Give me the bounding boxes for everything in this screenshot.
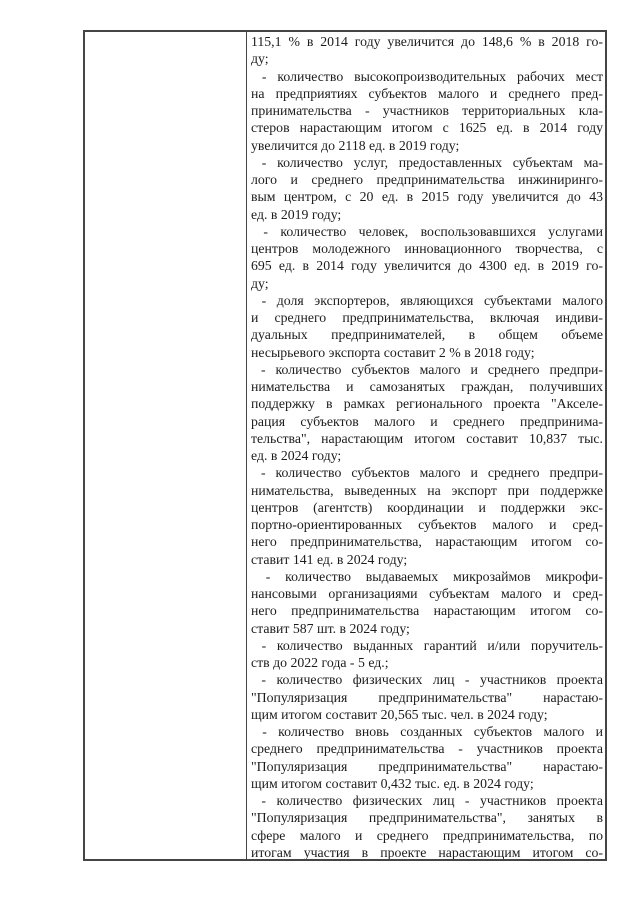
text-line: - количество физических лиц - участников проекта — [251, 672, 603, 688]
text-line: рация субъектов малого и среднего предпринима- — [251, 413, 603, 429]
result-item — [251, 792, 603, 859]
result-item — [251, 292, 603, 361]
text-line: среднего предпринимательства - участников проекта — [251, 741, 603, 757]
text-line: тельства", нарастающим итогом составит 10,837 тыс. — [251, 430, 603, 446]
text-line: щим итогом составит 0,432 тыс. ед. в 2024 году; — [251, 775, 534, 791]
text-line: - количество выдаваемых микрозаймов микрофи- — [251, 568, 603, 584]
text-line: - количество выданных гарантий и/или поручитель- — [251, 637, 603, 653]
text-line: дуальных предпринимателей, в общем объеме — [251, 327, 603, 343]
text-line: вым центром, с 20 ед. в 2015 году увеличится до 43 — [251, 189, 603, 205]
text-line: поддержку в рамках регионального проекта "Акселе- — [251, 396, 603, 412]
result-item — [251, 568, 603, 637]
text-line: увеличится до 2118 ед. в 2019 году; — [251, 137, 460, 153]
table-cell-left — [85, 32, 247, 859]
text-line: на предприятиях субъектов малого и среднего пред- — [251, 85, 603, 101]
text-line: "Популяризация предпринимательства" нарастаю- — [251, 689, 603, 705]
result-item — [251, 671, 603, 723]
text-line: лого и среднего предпринимательства инжиниринго- — [251, 172, 603, 187]
result-item — [251, 223, 603, 292]
result-item — [251, 637, 603, 672]
text-line: ед. в 2019 году; — [251, 206, 342, 222]
text-line: - количество высокопроизводительных рабочих мест — [251, 68, 603, 84]
result-item — [251, 723, 603, 792]
text-line: щим итогом составит 20,565 тыс. чел. в 2024 году; — [251, 706, 548, 722]
text-line: - количество субъектов малого и среднего предпри- — [251, 361, 603, 377]
text-line: центров (агентств) координации и поддержки экс- — [251, 499, 603, 515]
text-line: ду; — [251, 275, 269, 291]
text-line: ед. в 2024 году; — [251, 448, 342, 463]
text-line: ставит 141 ед. в 2024 году; — [251, 551, 408, 567]
text-line: нимательства и самозанятых граждан, получивших — [251, 379, 603, 394]
text-line: портно-ориентированных субъектов малого и сред- — [251, 517, 603, 532]
text-line: стеров нарастающим итогом с 1625 ед. в 2014 году — [251, 120, 603, 136]
text-line: сфере малого и среднего предпринимательства, по — [251, 827, 603, 843]
text-line: "Популяризация предпринимательства" нарастаю- — [251, 758, 603, 774]
text-line: 115,1 % в 2014 году увеличится до 148,6 % в 2018 го- — [251, 34, 603, 49]
text-line: - количество субъектов малого и среднего предпри- — [251, 465, 603, 481]
text-line: принимательства - участников территориальных кла- — [251, 103, 603, 118]
text-line: несырьевого экспорта составит 2 % в 2018 году; — [251, 344, 535, 360]
text-line: него предпринимательства, нарастающим итогом со- — [251, 534, 603, 550]
result-item — [251, 361, 603, 465]
text-line: и среднего предпринимательства, включая индиви- — [251, 310, 603, 325]
text-line: - количество человек, воспользовавшихся услугами — [251, 223, 603, 239]
result-item — [251, 154, 603, 223]
text-line: нимательства, выведенных на экспорт при поддержке — [251, 482, 603, 498]
text-line: "Популяризация предпринимательства", занятых в — [251, 810, 603, 826]
text-line: ставит 587 шт. в 2024 году; — [251, 620, 410, 636]
program-indicators-table — [83, 30, 607, 861]
text-line: - доля экспортеров, являющихся субъектами малого — [251, 292, 603, 308]
text-line: него предпринимательства нарастающим итогом со- — [251, 603, 603, 619]
text-line: - количество вновь созданных субъектов малого и — [251, 724, 603, 739]
text-line: 695 ед. в 2014 году увеличится до 4300 ед. в 2019 го- — [251, 258, 603, 274]
result-item — [251, 464, 603, 568]
text-line: ств до 2022 года - 5 ед.; — [251, 655, 389, 670]
text-line: центров молодежного инновационного творчества, с — [251, 241, 603, 256]
text-line: нансовыми организациями субъектам малого и сред- — [251, 586, 603, 601]
result-item — [251, 68, 603, 154]
text-line: - количество услуг, предоставленных субъектам ма- — [251, 154, 603, 170]
expected-results-text — [251, 33, 603, 859]
text-line: ду; — [251, 51, 269, 67]
text-line: - количество физических лиц - участников проекта — [251, 793, 603, 808]
text-line: итогам участия в проекте нарастающим итогом со- — [251, 844, 603, 859]
table-cell-right — [247, 32, 605, 859]
result-item — [251, 33, 603, 68]
